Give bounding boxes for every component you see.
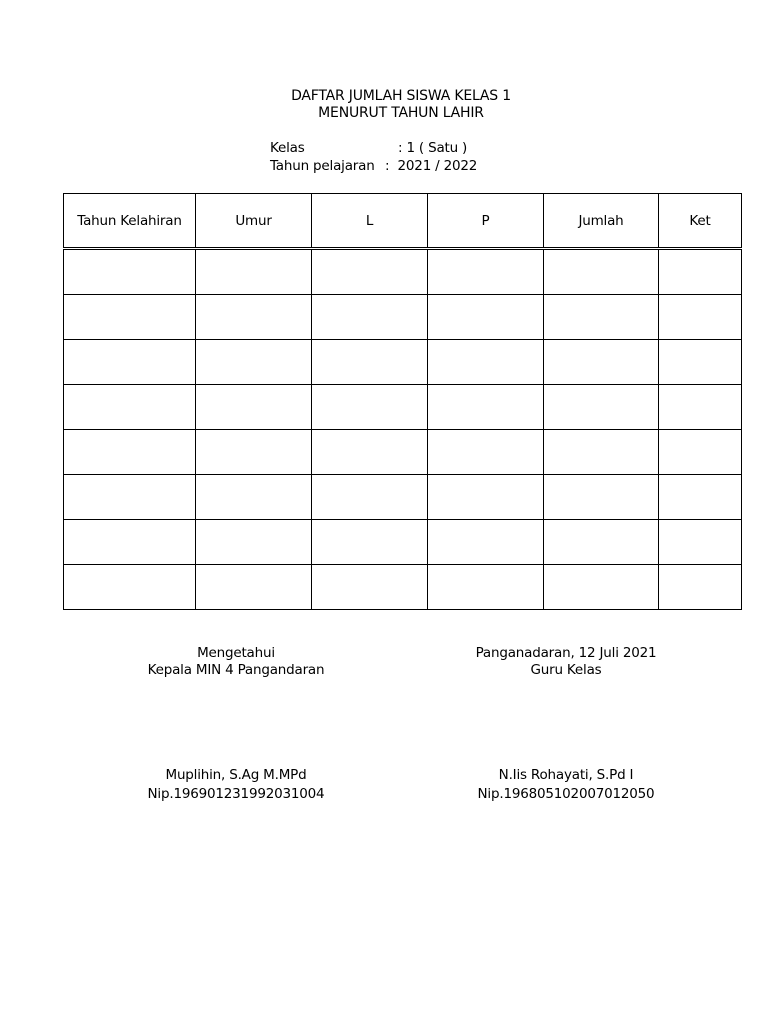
- table-row: [64, 249, 742, 295]
- table-cell: [312, 249, 428, 295]
- table-cell: [312, 520, 428, 565]
- table-row: [64, 295, 742, 340]
- table-cell: [428, 475, 544, 520]
- right-signatory-nip: Nip.196805102007012050: [477, 786, 655, 802]
- table-cell: [312, 385, 428, 430]
- table-cell: [64, 475, 196, 520]
- table-cell: [659, 565, 742, 610]
- table-cell: [312, 475, 428, 520]
- document-title-line1: DAFTAR JUMLAH SISWA KELAS 1: [291, 88, 511, 104]
- table-cell: [428, 249, 544, 295]
- right-signature-place-date: Panganadaran, 12 Juli 2021: [475, 645, 657, 661]
- tahun-pelajaran-label: Tahun pelajaran: [270, 158, 375, 174]
- table-cell: [196, 340, 312, 385]
- table-cell: [312, 295, 428, 340]
- right-signature-position: Guru Kelas: [530, 662, 602, 678]
- table-cell: [544, 249, 659, 295]
- table-row: [64, 565, 742, 610]
- table-cell: [544, 295, 659, 340]
- table-cell: [659, 385, 742, 430]
- table-cell: [428, 340, 544, 385]
- table-cell: [428, 520, 544, 565]
- column-header-l: L: [312, 194, 428, 249]
- table-cell: [428, 295, 544, 340]
- table-cell: [312, 565, 428, 610]
- table-cell: [659, 249, 742, 295]
- table-header-row: [64, 194, 742, 249]
- table-cell: [64, 340, 196, 385]
- table-cell: [64, 565, 196, 610]
- table-row: [64, 520, 742, 565]
- column-header-p: P: [428, 194, 544, 249]
- table-cell: [544, 385, 659, 430]
- tahun-pelajaran-value: : 2021 / 2022: [385, 158, 478, 174]
- left-signature-heading: Mengetahui: [197, 645, 275, 661]
- left-signature-position: Kepala MIN 4 Pangandaran: [147, 662, 325, 678]
- table-row: [64, 475, 742, 520]
- table-cell: [196, 475, 312, 520]
- table-cell: [64, 385, 196, 430]
- table-cell: [428, 565, 544, 610]
- table-cell: [659, 295, 742, 340]
- table-cell: [659, 340, 742, 385]
- table-cell: [64, 249, 196, 295]
- table-cell: [196, 565, 312, 610]
- table-cell: [196, 430, 312, 475]
- left-signatory-name: Muplihin, S.Ag M.MPd: [165, 767, 307, 783]
- column-header-tahun-kelahiran: Tahun Kelahiran: [64, 194, 196, 249]
- table-cell: [196, 295, 312, 340]
- table-row: [64, 385, 742, 430]
- table-cell: [64, 430, 196, 475]
- table-cell: [64, 295, 196, 340]
- table-row: [64, 340, 742, 385]
- table-row: [64, 430, 742, 475]
- table-cell: [312, 430, 428, 475]
- column-header-ket: Ket: [659, 194, 742, 249]
- table-cell: [544, 430, 659, 475]
- kelas-value: : 1 ( Satu ): [398, 140, 468, 156]
- table-cell: [544, 520, 659, 565]
- table-cell: [659, 475, 742, 520]
- right-signatory-name: N.Iis Rohayati, S.Pd I: [498, 767, 634, 783]
- table-cell: [196, 520, 312, 565]
- table-cell: [312, 340, 428, 385]
- document-title-line2: MENURUT TAHUN LAHIR: [318, 105, 484, 121]
- column-header-umur: Umur: [196, 194, 312, 249]
- table-cell: [544, 475, 659, 520]
- left-signatory-nip: Nip.196901231992031004: [147, 786, 325, 802]
- column-header-jumlah: Jumlah: [544, 194, 659, 249]
- table-cell: [428, 385, 544, 430]
- kelas-label: Kelas: [270, 140, 305, 156]
- table-cell: [659, 520, 742, 565]
- table-cell: [659, 430, 742, 475]
- student-birth-year-table: [63, 193, 742, 610]
- table-cell: [544, 340, 659, 385]
- table-cell: [196, 249, 312, 295]
- table-cell: [544, 565, 659, 610]
- table-cell: [428, 430, 544, 475]
- table-cell: [196, 385, 312, 430]
- table-cell: [64, 520, 196, 565]
